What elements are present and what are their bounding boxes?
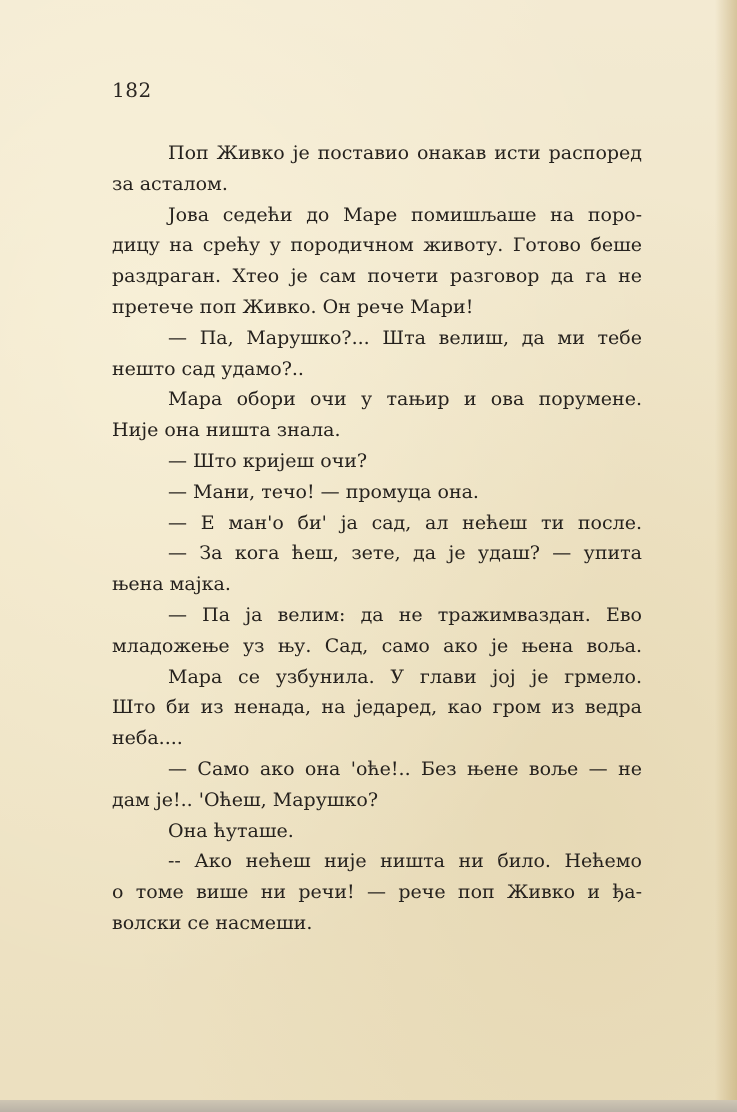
- text-line: раздраган. Хтео је сам почети разговор да га не: [112, 265, 642, 288]
- text-line: Јова седећи до Маре помишљаше на поро-: [168, 203, 642, 226]
- text-line: Поп Живко је поставио онакав исти распоред: [168, 142, 642, 164]
- text-line: — За кога ћеш, зете, да је удаш? — упита: [168, 542, 642, 565]
- text-line: — Мани, течо! — промуца она.: [168, 480, 479, 503]
- text-line: неба....: [112, 727, 183, 750]
- page-edge-shadow: [715, 0, 737, 1112]
- text-line: њена мајка.: [112, 573, 231, 596]
- text-line: — Што кријеш очи?: [168, 449, 368, 472]
- text-line: Мара се узбунила. У глави јој је грмело.: [168, 665, 642, 688]
- text-line: за асталом.: [112, 172, 228, 195]
- text-line: нешто сад удамо?..: [112, 357, 304, 380]
- text-line: — Па ја велим: да не тражимваздан. Ево: [168, 603, 642, 626]
- text-line: Мара обори очи у тањир и ова порумене.: [168, 388, 642, 411]
- scan-bottom-border: [0, 1100, 737, 1112]
- body-text: [112, 138, 642, 939]
- text-line: — Па, Марушко?... Шта велиш, да ми тебе: [168, 326, 642, 349]
- text-line: — Само ако она 'оће!.. Без њене воље — не: [168, 757, 642, 780]
- text-line: претече поп Живко. Он рече Мари!: [112, 295, 474, 318]
- text-line: младожење уз њу. Сад, само ако је њена воља.: [112, 634, 642, 657]
- text-line: о томе више ни речи! — рече поп Живко и ђа-: [112, 881, 642, 904]
- text-line: дицу на срећу у породичном животу. Готово беше: [112, 234, 642, 257]
- text-line: — Е ман'о би' ја сад, ал нећеш ти после.: [168, 511, 642, 534]
- text-line: Што би из ненада, на једаред, као гром из ведра: [112, 696, 642, 719]
- page-number: 182: [112, 78, 152, 102]
- text-line: дам је!.. 'Оћеш, Марушко?: [112, 788, 379, 811]
- text-line: Није она ништа знала.: [112, 419, 341, 442]
- text-line: Она ћуташе.: [168, 819, 294, 842]
- text-line: волски се насмеши.: [112, 911, 313, 934]
- text-line: -- Ако нећеш није ништа ни било. Нећемо: [168, 850, 642, 873]
